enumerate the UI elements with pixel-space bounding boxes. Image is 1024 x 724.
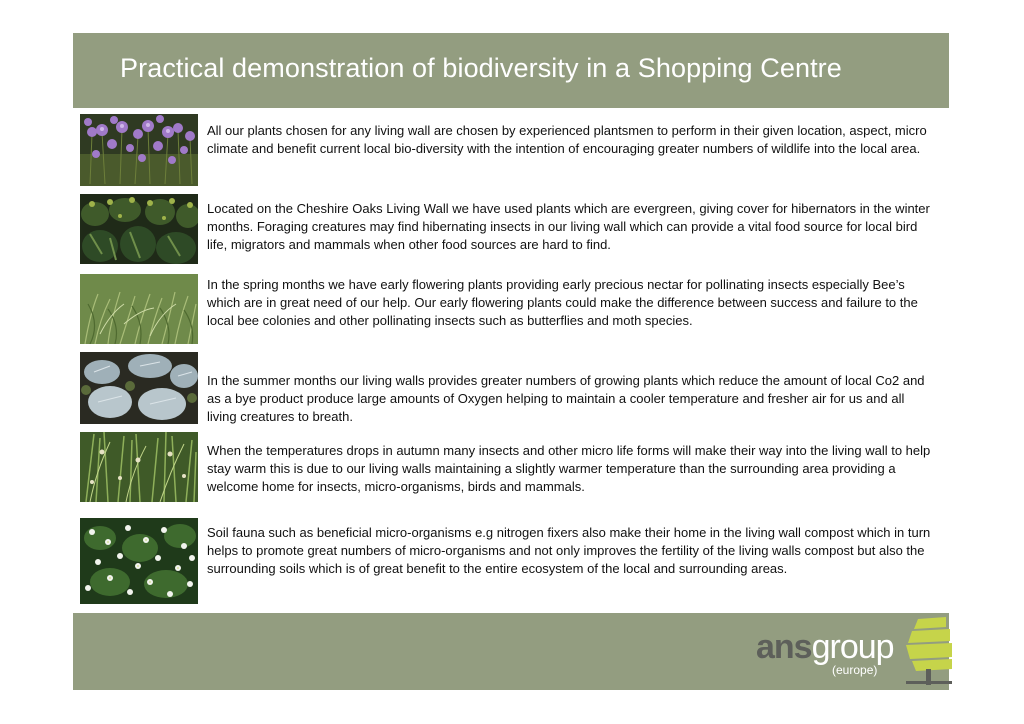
evergreen-shrubs-photo [80,194,198,264]
paragraph: Soil fauna such as beneficial micro-organisms e.g nitrogen fixers also make their home in the living wall compost which in turn helps to promote great numbers of micro-organisms and not only improves the fertility of the living walls compost but also the surrounding soils which is of great benefit to the entire ecosystem of the local and surrounding areas. [207,525,931,576]
paragraph: Located on the Cheshire Oaks Living Wall we have used plants which are evergreen, giving cover for hibernators in the winter months. Foraging creatures may find hibernating insects in our living wall which can provide a vital food source for local bird life, migrators and mammals when other food sources are hard to find. [207,201,930,252]
paragraph: In the summer months our living walls provides greater numbers of growing plants which reduce the amount of local Co2 and as a bye product produce large amounts of Oxygen helping to maintain a cooler temperature and fresher air for us and all living creatures to breath. [207,373,925,424]
tall-grasses-image [80,432,198,502]
paragraph: When the temperatures drops in autumn many insects and other micro life forms will make their way into the living wall to help stay warm this is due to our living walls maintaining a slightly warmer temperature than the surrounding area providing a welcome home for insects, micro-organisms, birds and mammals. [207,443,931,494]
grass-groundcover-photo [80,274,198,344]
content-area [80,112,940,608]
tree-icon [906,617,952,687]
purple-allium-flowers-photo [80,114,198,186]
logo-ans-text: ans [756,628,812,666]
title-banner [73,33,949,108]
paragraph: All our plants chosen for any living wall are chosen by experienced plantsmen to perform in their given location, aspect, micro climate and benefit current local bio-diversity with the intention of encouraging greater numbers of wildlife into the local area. [207,123,927,156]
white-star-flowers-image [80,518,198,604]
logo-wordmark [756,627,894,667]
ansgroup-logo [756,617,949,687]
evergreen-shrubs-image [80,194,198,264]
silver-foliage-plants-image [80,352,198,424]
paragraph: In the spring months we have early flowering plants providing early precious nectar for pollinating insects especially Bee’s which are in great need of our help. Our early flowering plants could make the difference between success and failure to the local bee colonies and other pollinating insects such as butterflies and moth species. [207,277,918,328]
footer-band [73,613,949,690]
tall-grasses-photo [80,432,198,502]
silver-foliage-plants-photo [80,352,198,424]
grass-groundcover-image [80,274,198,344]
white-star-flowers-photo [80,518,198,604]
page-title: Practical demonstration of biodiversity in a Shopping Centre [120,53,842,83]
logo-group-text: group [811,628,894,666]
logo-europe-text: (europe) [832,663,878,677]
purple-allium-flowers-image [80,114,198,186]
